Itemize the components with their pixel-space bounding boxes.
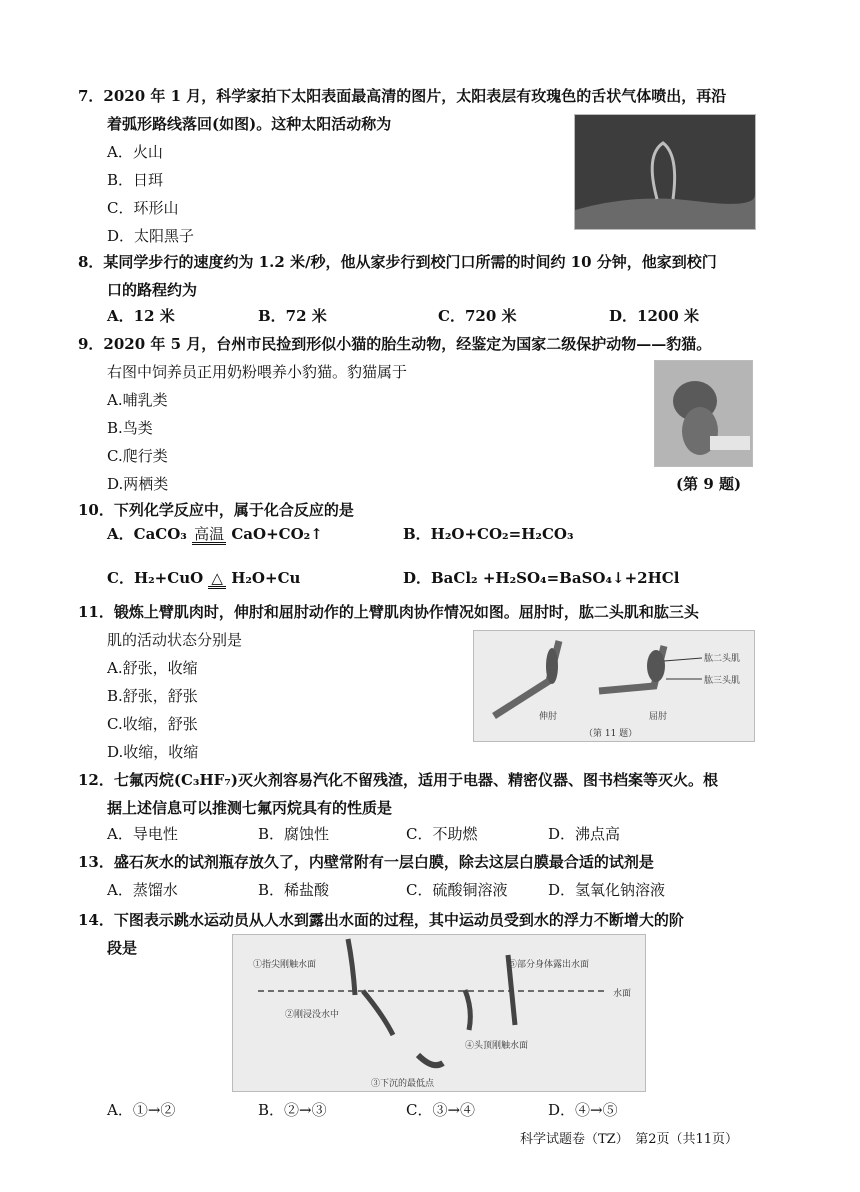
q9-option-d: D.两栖类 bbox=[107, 475, 169, 493]
q11-stem-line2: 肌的活动状态分别是 bbox=[107, 631, 243, 649]
q8-option-a: A．12 米 bbox=[107, 307, 175, 325]
q12-option-d: D．沸点高 bbox=[548, 825, 621, 843]
q12-stem-line1: 12．七氟丙烷(C₃HF₇)灭火剂容易汽化不留残渣，适用于电器、精密仪器、图书档案等灭火。根 bbox=[78, 771, 718, 789]
q10-option-c-reactants: C．H₂+CuO bbox=[107, 569, 204, 587]
elbow-flex-label: 屈肘 bbox=[649, 712, 668, 722]
elbow-extend-label: 伸肘 bbox=[539, 712, 558, 722]
q11-option-a: A.舒张，收缩 bbox=[107, 659, 198, 677]
stage-5-label: ⑤部分身体露出水面 bbox=[508, 960, 590, 970]
q8-option-c: C．720 米 bbox=[438, 307, 517, 325]
q12-option-c: C．不助燃 bbox=[406, 825, 478, 843]
q7-option-b: B．日珥 bbox=[107, 171, 164, 189]
q12-stem-line2: 据上述信息可以推测七氟丙烷具有的性质是 bbox=[107, 799, 393, 817]
biceps-label: 肱二头肌 bbox=[704, 654, 741, 664]
q14-option-b: B．②→③ bbox=[258, 1101, 327, 1119]
solar-prominence-photo bbox=[574, 114, 756, 230]
q11-option-b: B.舒张，舒张 bbox=[107, 687, 198, 705]
q10-option-a-condition: 高温 bbox=[194, 525, 225, 543]
q9-stem-line1: 9．2020 年 5 月，台州市民捡到形似小猫的胎生动物，经鉴定为国家二级保护动物——豹猫。 bbox=[78, 335, 712, 353]
q8-stem-line1: 8．某同学步行的速度约为 1.2 米/秒，他从家步行到校门口所需的时间约 10 分钟，他家到校门 bbox=[78, 253, 717, 271]
leopard-cat-photo bbox=[654, 360, 753, 467]
q14-stem-line2: 段是 bbox=[107, 939, 138, 957]
q7-stem-line2: 着弧形路线落回(如图)。这种太阳活动称为 bbox=[107, 115, 392, 133]
q12-option-b: B．腐蚀性 bbox=[258, 825, 330, 843]
q9-option-b: B.鸟类 bbox=[107, 419, 153, 437]
q13-option-d: D．氢氧化钠溶液 bbox=[548, 881, 666, 899]
q10-option-c bbox=[107, 568, 300, 589]
q10-stem: 10．下列化学反应中，属于化合反应的是 bbox=[78, 501, 354, 519]
q12-option-a: A．导电性 bbox=[107, 825, 178, 843]
q10-option-d: D．BaCl₂ +H₂SO₄=BaSO₄↓+2HCl bbox=[403, 569, 680, 587]
stage-4-label: ④头顶刚触水面 bbox=[465, 1041, 529, 1051]
water-surface-label: 水面 bbox=[613, 989, 632, 999]
q7-stem-line1: 7．2020 年 1 月，科学家拍下太阳表面最高清的图片，太阳表层有玫瑰色的舌状气体喷出，再沿 bbox=[78, 87, 727, 105]
q11-stem-line1: 11．锻炼上臂肌肉时，伸肘和屈肘动作的上臂肌肉协作情况如图。屈肘时，肱二头肌和肱三头 bbox=[78, 603, 699, 621]
q7-option-d: D．太阳黑子 bbox=[107, 227, 195, 245]
arm-muscle-figure bbox=[473, 630, 755, 742]
stage-1-label: ①指尖刚触水面 bbox=[253, 960, 317, 970]
q7-option-a: A．火山 bbox=[107, 143, 163, 161]
solar-prominence-graphic bbox=[575, 115, 755, 229]
q10-option-a-reactants: A．CaCO₃ bbox=[107, 525, 187, 543]
stage-2-label: ②刚浸没水中 bbox=[285, 1010, 340, 1020]
q14-option-d: D．④→⑤ bbox=[548, 1101, 618, 1119]
q9-option-c: C.爬行类 bbox=[107, 447, 168, 465]
q14-stem-line1: 14．下图表示跳水运动员从人水到露出水面的过程，其中运动员受到水的浮力不断增大的阶 bbox=[78, 911, 684, 929]
q14-option-a: A．①→② bbox=[107, 1101, 176, 1119]
q9-stem-line2: 右图中饲养员正用奶粉喂养小豹猫。豹猫属于 bbox=[107, 363, 408, 381]
q13-option-a: A．蒸馏水 bbox=[107, 881, 178, 899]
q10-option-c-products: H₂O+Cu bbox=[231, 569, 301, 587]
q13-option-c: C．硫酸铜溶液 bbox=[406, 881, 508, 899]
leopard-cat-graphic bbox=[655, 361, 752, 466]
q10-option-c-condition: △ bbox=[208, 571, 226, 589]
q13-option-b: B．稀盐酸 bbox=[258, 881, 330, 899]
q11-figure-caption: （第 11 题） bbox=[584, 729, 638, 739]
q11-option-c: C.收缩，舒张 bbox=[107, 715, 198, 733]
stage-3-label: ③下沉的最低点 bbox=[371, 1079, 435, 1089]
q10-option-a bbox=[107, 524, 323, 545]
q11-option-d: D.收缩，收缩 bbox=[107, 743, 199, 761]
q10-option-a-products: CaO+CO₂↑ bbox=[231, 525, 323, 543]
q10-option-b: B．H₂O+CO₂=H₂CO₃ bbox=[403, 525, 574, 543]
triceps-label: 肱三头肌 bbox=[704, 676, 741, 686]
arm-muscle-graphic bbox=[474, 631, 754, 741]
q14-option-c: C．③→④ bbox=[406, 1101, 476, 1119]
q8-option-b: B．72 米 bbox=[258, 307, 327, 325]
q13-stem: 13．盛石灰水的试剂瓶存放久了，内壁常附有一层白膜，除去这层白膜最合适的试剂是 bbox=[78, 853, 654, 871]
diver-figure bbox=[232, 934, 646, 1092]
q9-figure-caption: (第 9 题) bbox=[676, 475, 742, 493]
q9-option-a: A.哺乳类 bbox=[107, 391, 168, 409]
q7-option-c: C．环形山 bbox=[107, 199, 179, 217]
q8-option-d: D．1200 米 bbox=[609, 307, 699, 325]
q8-stem-line2: 口的路程约为 bbox=[107, 281, 198, 299]
page-footer: 科学试题卷（TZ） 第2页（共11页） bbox=[520, 1132, 739, 1147]
